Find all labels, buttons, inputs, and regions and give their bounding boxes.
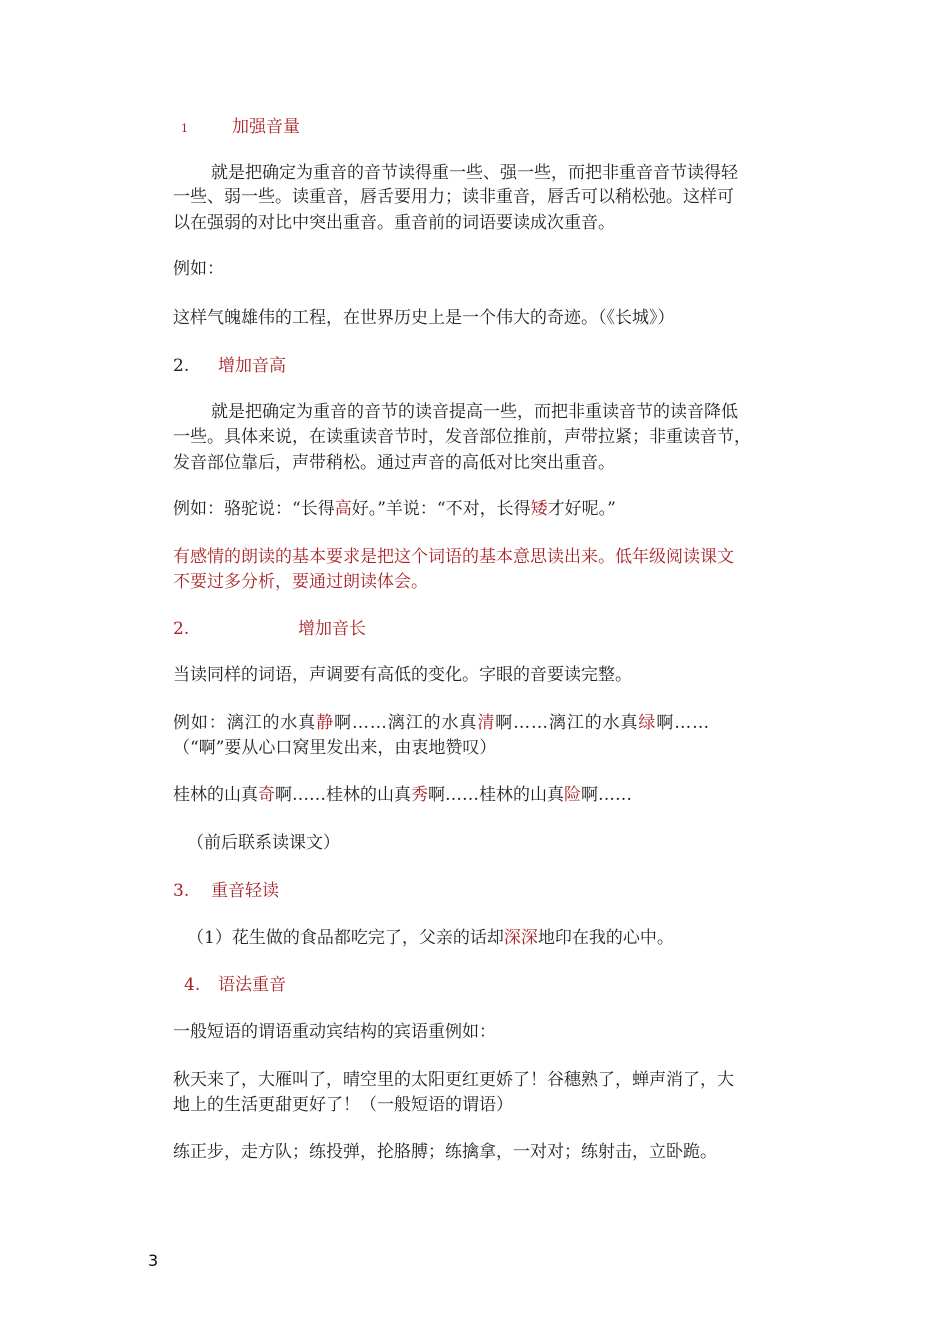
text-run: 例如：骆驼说：“长得 [173,499,335,519]
text-run: 啊……桂林的山真 [428,785,564,805]
paragraph-line: 一些。具体来说，在读重读音节时，发音部位推前，声带拉紧；非重读音节， [173,427,751,447]
paragraph-line: 秋天来了，大雁叫了，晴空里的太阳更红更娇了！谷穗熟了，蝉声消了，大 [173,1070,734,1090]
section-number: 2. [173,356,190,376]
section-number: 4. [184,975,201,995]
text-run: 啊……桂林的山真 [275,785,411,805]
stressed-word: 秀 [411,785,428,805]
paragraph-line: 一些、弱一些。读重音，唇舌要用力；读非重音，唇舌可以稍松弛。这样可 [173,187,734,207]
example-text [173,710,710,737]
section-title: 增加音长 [298,619,366,639]
text-run: 例如：漓江的水真 [173,713,317,733]
text-run: 啊…… [656,713,711,733]
paragraph-line: 以在强弱的对比中突出重音。重音前的词语要读成次重音。 [173,213,615,233]
text-run: 啊…… [581,785,632,805]
text-run: 地印在我的心中。 [537,928,674,948]
stressed-word: 静 [316,713,335,733]
text-run: 啊……漓江的水真 [334,713,478,733]
stressed-word: 奇 [258,785,275,805]
section-number: 1 [181,122,188,135]
example-note: （“啊”要从心口窝里发出来，由衷地赞叹） [173,738,497,758]
stressed-word: 险 [564,785,581,805]
stressed-word: 矮 [530,499,548,519]
note-line: 有感情的朗读的基本要求是把这个词语的基本意思读出来。低年级阅读课文 [173,547,734,567]
section-title: 加强音量 [232,117,300,137]
example-label: 例如： [173,259,224,279]
paragraph-line: 练正步，走方队；练投弹，抡胳膊；练擒拿，一对对；练射击，立卧跪。 [173,1142,717,1162]
example-text [173,496,616,523]
paragraph-line: 就是把确定为重音的音节读得重一些、强一些，而把非重音音节读得轻 [211,163,738,183]
text-run: 才好呢。” [547,499,616,519]
paragraph-line: 地上的生活更甜更好了！（一般短语的谓语） [173,1095,513,1115]
stressed-word: 绿 [638,713,657,733]
text-run: （1）花生做的食品都吃完了，父亲的话却 [187,928,504,948]
section-number: 2. [173,619,190,639]
paragraph-line: 一般短语的谓语重动宾结构的宾语重例如： [173,1022,496,1042]
stressed-word: 清 [477,713,496,733]
example-text: 这样气魄雄伟的工程，在世界历史上是一个伟大的奇迹。（《长城》） [173,308,675,328]
page-number: 3 [148,1251,159,1270]
section-title: 增加音高 [218,356,286,376]
section-title: 重音轻读 [211,881,279,901]
note-line: 不要过多分析，要通过朗读体会。 [173,572,428,592]
example-text [173,782,632,809]
stressed-word: 高 [334,499,352,519]
section-heading-1 [181,114,188,142]
paragraph-line: 发音部位靠后，声带稍松。通过声音的高低对比突出重音。 [173,453,615,473]
text-run: 桂林的山真 [173,785,258,805]
stressed-word: 深深 [503,928,538,948]
example-note: （前后联系读课文） [187,833,340,853]
example-text [187,925,674,952]
paragraph-line: 当读同样的词语，声调要有高低的变化。字眼的音要读完整。 [173,665,632,685]
paragraph-line: 就是把确定为重音的音节的读音提高一些，而把非重读音节的读音降低 [211,402,738,422]
text-run: 好。”羊说：“不对，长得 [351,499,531,519]
section-number: 3. [173,881,190,901]
section-title: 语法重音 [218,975,286,995]
text-run: 啊……漓江的水真 [495,713,639,733]
